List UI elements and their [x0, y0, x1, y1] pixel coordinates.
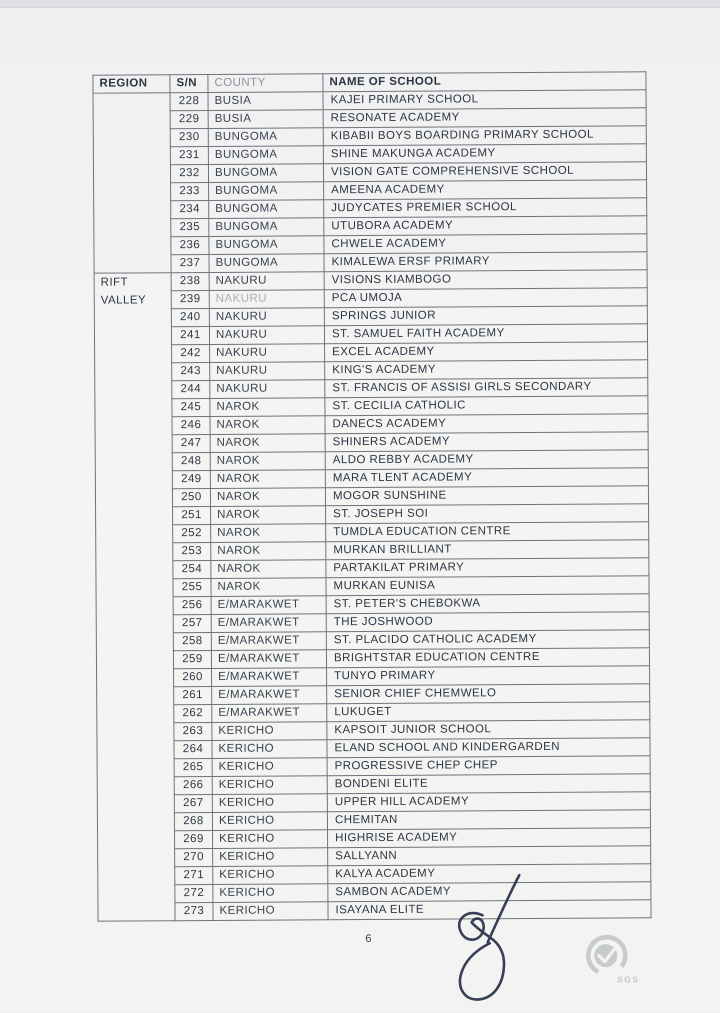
name-cell: SALLYANN	[328, 846, 651, 866]
county-cell: NAROK	[211, 506, 326, 525]
name-cell: SPRINGS JUNIOR	[324, 306, 647, 326]
name-cell: ISAYANA ELITE	[328, 900, 651, 920]
county-cell: E/MARAKWET	[211, 650, 326, 669]
sn-cell: 270	[175, 848, 213, 866]
sn-cell: 236	[171, 236, 209, 254]
table-row	[98, 900, 651, 921]
county-cell: KERICHO	[213, 866, 328, 885]
name-cell: LUKUGET	[327, 702, 650, 722]
county-cell: NAROK	[210, 488, 325, 507]
county-cell: BUNGOMA	[209, 236, 324, 255]
sn-cell: 235	[171, 218, 209, 236]
sgs-certification-stamp	[577, 926, 653, 990]
name-cell: EXCEL ACADEMY	[325, 342, 648, 362]
sn-cell: 249	[172, 470, 210, 488]
county-cell: BUNGOMA	[209, 182, 324, 201]
sn-cell: 242	[172, 344, 210, 362]
sn-cell: 241	[171, 326, 209, 344]
region-cell: RIFT VALLEY	[94, 273, 175, 921]
sn-cell: 255	[173, 578, 211, 596]
name-cell: CHWELE ACADEMY	[324, 234, 647, 254]
county-cell: KERICHO	[212, 776, 327, 795]
name-cell: KALYA ACADEMY	[328, 864, 651, 884]
county-cell: NAROK	[210, 434, 325, 453]
name-cell: PCA UMOJA	[324, 288, 647, 308]
county-cell: BUSIA	[208, 110, 323, 129]
name-cell: BONDENI ELITE	[327, 774, 650, 794]
name-cell: HIGHRISE ACADEMY	[328, 828, 651, 848]
name-cell: VISION GATE COMPREHENSIVE SCHOOL	[323, 162, 646, 182]
county-cell: E/MARAKWET	[212, 704, 327, 723]
name-cell: MURKAN EUNISA	[326, 576, 649, 596]
name-cell: BRIGHTSTAR EDUCATION CENTRE	[326, 648, 649, 668]
county-cell: NAROK	[211, 524, 326, 543]
name-cell: ST. FRANCIS OF ASSISI GIRLS SECONDARY	[325, 378, 648, 398]
name-cell: MARA TLENT ACADEMY	[325, 468, 648, 488]
sn-cell: 257	[173, 614, 211, 632]
region-column-header: REGION	[93, 75, 170, 93]
name-cell: VISIONS KIAMBOGO	[324, 270, 647, 290]
county-cell: NAROK	[211, 560, 326, 579]
name-cell: TUMDLA EDUCATION CENTRE	[326, 522, 649, 542]
page-number: 6	[365, 932, 373, 946]
sn-cell: 247	[172, 434, 210, 452]
name-cell: SHINERS ACADEMY	[325, 432, 648, 452]
county-cell: KERICHO	[213, 830, 328, 849]
sn-cell: 239	[171, 290, 209, 308]
name-cell: KIBABII BOYS BOARDING PRIMARY SCHOOL	[323, 126, 646, 146]
county-cell: NAKURU	[209, 308, 324, 327]
name-cell: PROGRESSIVE CHEP CHEP	[327, 756, 650, 776]
county-cell: BUNGOMA	[208, 146, 323, 165]
name-cell: KAPSOIT JUNIOR SCHOOL	[327, 720, 650, 740]
name-cell: THE JOSHWOOD	[326, 612, 649, 632]
county-cell: NAKURU	[210, 380, 325, 399]
region-cell	[93, 93, 171, 273]
county-cell: KERICHO	[212, 794, 327, 813]
name-cell: ST. SAMUEL FAITH ACADEMY	[324, 324, 647, 344]
sn-cell: 256	[173, 596, 211, 614]
sn-cell: 233	[171, 182, 209, 200]
name-cell: UTUBORA ACADEMY	[324, 216, 647, 236]
county-cell: NAKURU	[209, 272, 324, 291]
sn-cell: 232	[170, 164, 208, 182]
sn-cell: 273	[175, 902, 213, 920]
sn-cell: 231	[170, 146, 208, 164]
county-cell: NAROK	[210, 452, 325, 471]
name-cell: KING'S ACADEMY	[325, 360, 648, 380]
name-cell: MURKAN BRILLIANT	[326, 540, 649, 560]
sn-cell: 229	[170, 110, 208, 128]
sn-cell: 244	[172, 380, 210, 398]
name-cell: SENIOR CHIEF CHEMWELO	[327, 684, 650, 704]
sn-cell: 271	[175, 866, 213, 884]
name-cell: DANECS ACADEMY	[325, 414, 648, 434]
school-list-table	[92, 71, 651, 921]
county-cell: KERICHO	[212, 740, 327, 759]
county-cell: NAROK	[211, 578, 326, 597]
sn-cell: 269	[175, 830, 213, 848]
county-cell: BUNGOMA	[208, 128, 323, 147]
county-column-header: COUNTY	[208, 74, 323, 93]
name-cell: PARTAKILAT PRIMARY	[326, 558, 649, 578]
county-cell: KERICHO	[213, 902, 328, 921]
sn-cell: 243	[172, 362, 210, 380]
sn-cell: 250	[172, 488, 210, 506]
name-cell: ST. PETER'S CHEBOKWA	[326, 594, 649, 614]
sn-cell: 252	[173, 524, 211, 542]
sn-cell: 266	[174, 776, 212, 794]
sn-cell: 245	[172, 398, 210, 416]
name-cell: TUNYO PRIMARY	[327, 666, 650, 686]
sn-column-header: S/N	[170, 74, 208, 92]
county-cell: E/MARAKWET	[211, 596, 326, 615]
sn-cell: 259	[173, 650, 211, 668]
county-cell: BUNGOMA	[209, 200, 324, 219]
sn-cell: 268	[174, 812, 212, 830]
sn-cell: 254	[173, 560, 211, 578]
name-cell: ELAND SCHOOL AND KINDERGARDEN	[327, 738, 650, 758]
name-cell: UPPER HILL ACADEMY	[327, 792, 650, 812]
name-cell: SHINE MAKUNGA ACADEMY	[323, 144, 646, 164]
handwritten-signature	[432, 857, 563, 1011]
sn-cell: 253	[173, 542, 211, 560]
sn-cell: 272	[175, 884, 213, 902]
sn-cell: 230	[170, 128, 208, 146]
sn-cell: 237	[171, 254, 209, 272]
county-cell: NAROK	[211, 542, 326, 561]
sn-cell: 263	[174, 722, 212, 740]
sn-cell: 248	[172, 452, 210, 470]
county-cell: BUNGOMA	[208, 164, 323, 183]
sn-cell: 265	[174, 758, 212, 776]
sn-cell: 228	[170, 92, 208, 110]
sn-cell: 251	[173, 506, 211, 524]
sn-cell: 260	[174, 668, 212, 686]
county-cell: KERICHO	[213, 884, 328, 903]
county-cell: NAROK	[210, 398, 325, 417]
sn-cell: 238	[171, 272, 209, 290]
county-cell: E/MARAKWET	[211, 614, 326, 633]
name-cell: JUDYCATES PREMIER SCHOOL	[324, 198, 647, 218]
name-column-header: NAME OF SCHOOL	[323, 72, 646, 92]
sn-cell: 258	[173, 632, 211, 650]
county-cell: NAKURU	[210, 362, 325, 381]
county-cell: BUSIA	[208, 92, 323, 111]
county-cell: KERICHO	[212, 812, 327, 831]
table-body	[93, 90, 651, 921]
name-cell: ST. JOSEPH SOI	[326, 504, 649, 524]
county-cell: KERICHO	[212, 722, 327, 741]
sn-cell: 264	[174, 740, 212, 758]
sn-cell: 261	[174, 686, 212, 704]
county-cell: NAKURU	[209, 326, 324, 345]
name-cell: ST. CECILIA CATHOLIC	[325, 396, 648, 416]
signature-stroke-loops	[459, 913, 504, 1000]
name-cell: ALDO REBBY ACADEMY	[325, 450, 648, 470]
county-cell: KERICHO	[213, 848, 328, 867]
name-cell: ST. PLACIDO CATHOLIC ACADEMY	[326, 630, 649, 650]
county-cell: KERICHO	[212, 758, 327, 777]
name-cell: MOGOR SUNSHINE	[325, 486, 648, 506]
stamp-label: SGS	[616, 974, 640, 985]
name-cell: SAMBON ACADEMY	[328, 882, 651, 902]
county-cell: BUNGOMA	[209, 218, 324, 237]
sn-cell: 262	[174, 704, 212, 722]
signature-stroke-diagonal	[487, 875, 519, 942]
sn-cell: 234	[171, 200, 209, 218]
sn-cell: 240	[171, 308, 209, 326]
county-cell: E/MARAKWET	[212, 668, 327, 687]
name-cell: KAJEI PRIMARY SCHOOL	[323, 90, 646, 110]
county-cell: NAKURU	[209, 290, 324, 309]
name-cell: CHEMITAN	[327, 810, 650, 830]
name-cell: AMEENA ACADEMY	[324, 180, 647, 200]
county-cell: NAROK	[210, 416, 325, 435]
county-cell: BUNGOMA	[209, 254, 324, 273]
name-cell: RESONATE ACADEMY	[323, 108, 646, 128]
county-cell: NAROK	[210, 470, 325, 489]
sn-cell: 267	[174, 794, 212, 812]
county-cell: E/MARAKWET	[211, 632, 326, 651]
county-cell: NAKURU	[210, 344, 325, 363]
county-cell: E/MARAKWET	[212, 686, 327, 705]
sn-cell: 246	[172, 416, 210, 434]
name-cell: KIMALEWA ERSF PRIMARY	[324, 252, 647, 272]
